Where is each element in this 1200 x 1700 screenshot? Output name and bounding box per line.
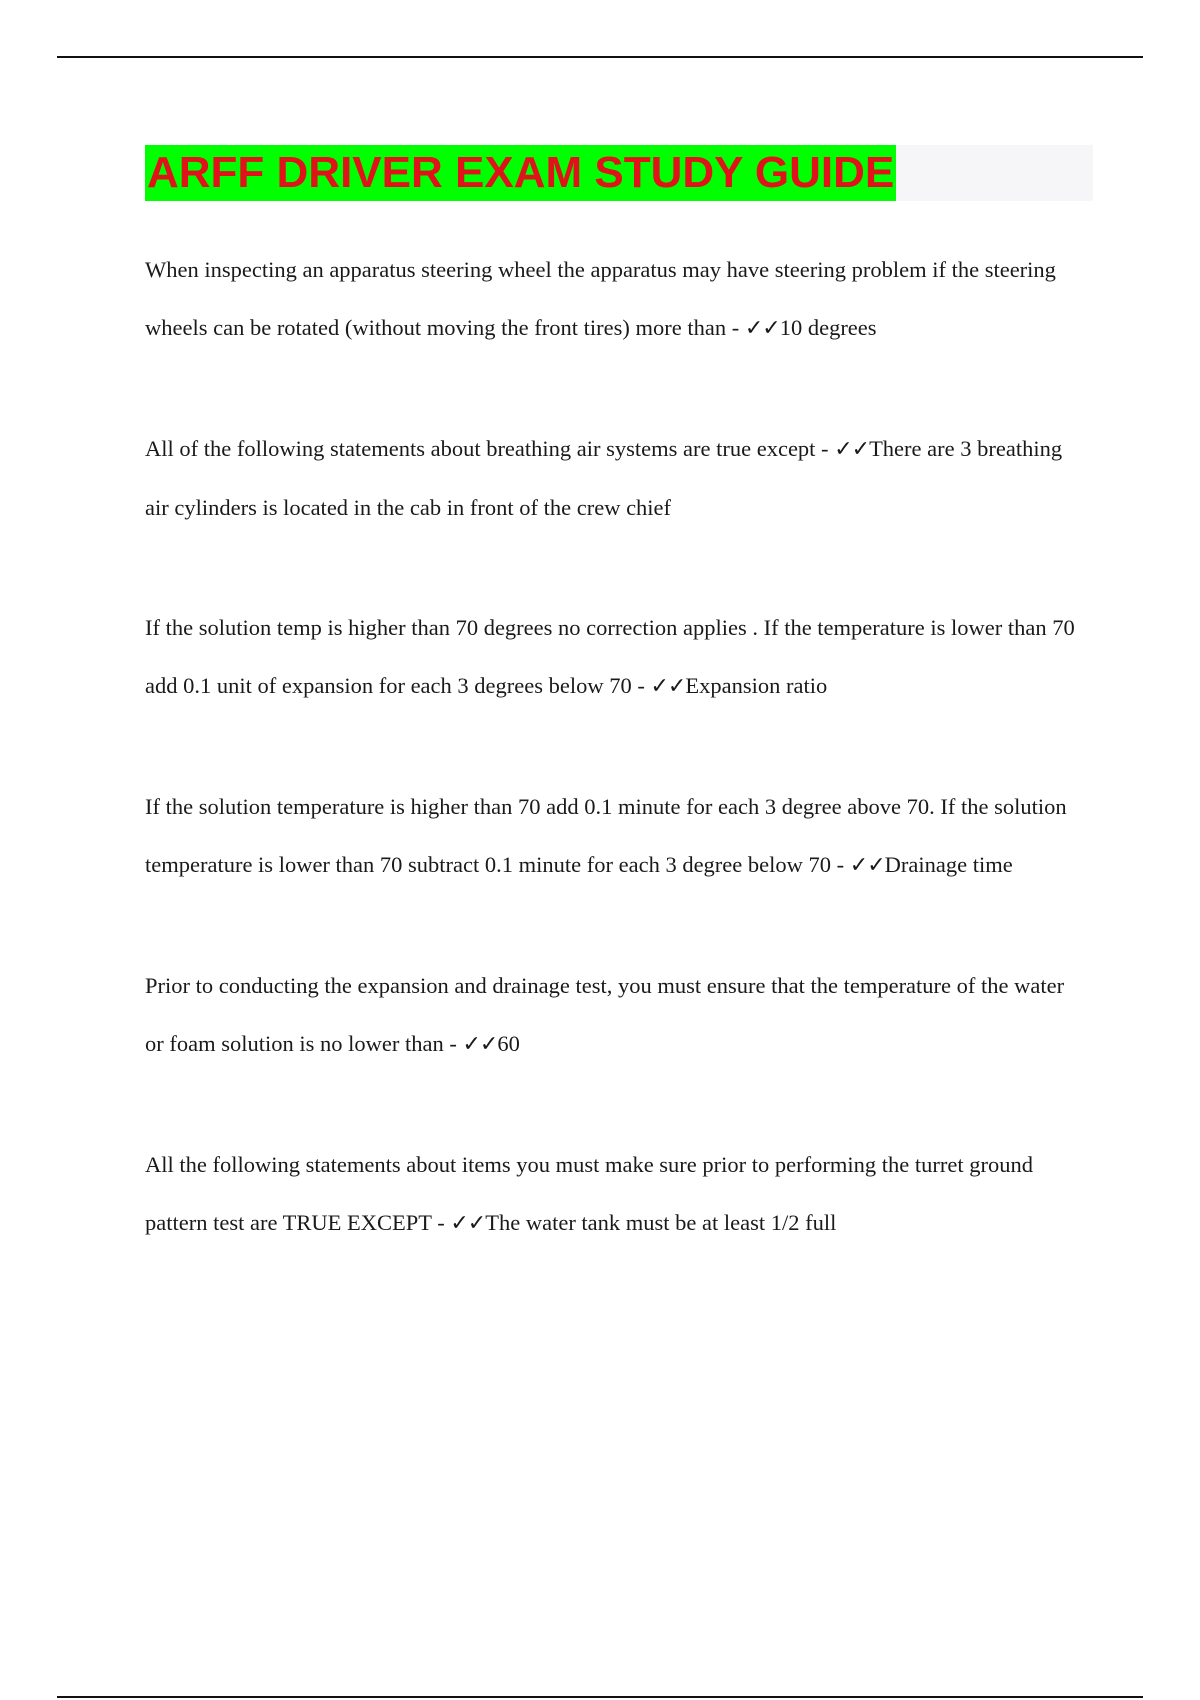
question-text: If the solution temp is higher than 70 degrees no correction applies . If the temperature is lower than 70 add 0.1 unit of expansion for each 3 degrees below 70 - — [145, 615, 1075, 698]
question-text: Prior to conducting the expansion and drainage test, you must ensure that the temperature of the water or foam solution is no lower than - — [145, 973, 1065, 1056]
qa-item-4 — [145, 778, 1085, 895]
qa-item-5 — [145, 957, 1085, 1074]
answer-text: 10 degrees — [779, 315, 877, 340]
check-mark-icon: ✓✓ — [462, 1032, 498, 1057]
qa-item-1 — [145, 241, 1085, 358]
question-text: All the following statements about items you must make sure prior to performing the turret ground pattern test are TRUE EXCEPT - — [145, 1152, 1033, 1235]
check-mark-icon: ✓✓ — [834, 437, 870, 462]
answer-text: There are 3 breathing air cylinders is located in the cab in front of the crew chief — [145, 436, 1063, 520]
footer-rule — [57, 1696, 1143, 1698]
header-rule — [57, 56, 1143, 58]
qa-item-3 — [145, 599, 1085, 716]
check-mark-icon: ✓✓ — [744, 316, 780, 341]
question-text: All of the following statements about breathing air systems are true except - — [145, 436, 835, 461]
check-mark-icon: ✓✓ — [650, 674, 686, 699]
answer-text: Expansion ratio — [685, 673, 828, 698]
answer-text: 60 — [497, 1031, 520, 1056]
study-guide-content — [145, 241, 1085, 1315]
check-mark-icon: ✓✓ — [450, 1211, 486, 1236]
check-mark-icon: ✓✓ — [849, 853, 885, 878]
document-title: ARFF DRIVER EXAM STUDY GUIDE — [145, 145, 896, 201]
question-text: When inspecting an apparatus steering wheel the apparatus may have steering problem if the steering wheels can be rotated (without moving the front tires) more than - — [145, 257, 1056, 340]
qa-item-6 — [145, 1136, 1085, 1253]
question-text: If the solution temperature is higher than 70 add 0.1 minute for each 3 degree above 70. If the solution temperature is lower than 70 subtract 0.1 minute for each 3 degree below 70 - — [145, 794, 1067, 877]
answer-text: Drainage time — [884, 852, 1013, 877]
answer-text: The water tank must be at least 1/2 full — [485, 1210, 837, 1235]
qa-item-2 — [145, 420, 1085, 537]
